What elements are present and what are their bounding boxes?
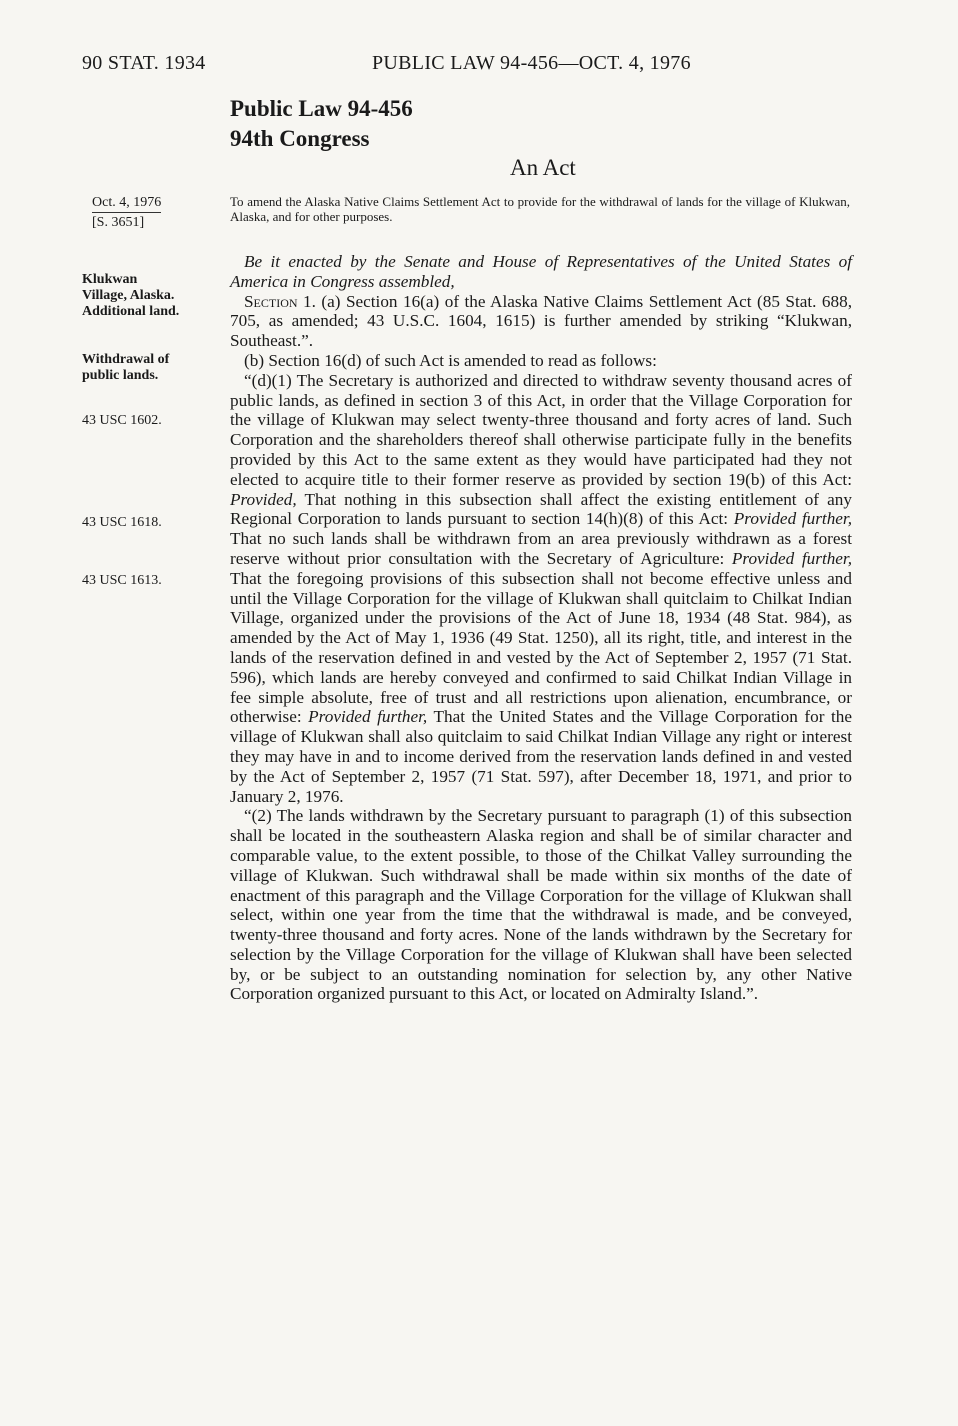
section-1b: (b) Section 16(d) of such Act is amended to read as follows: [244, 350, 657, 370]
section-label: Section 1. [244, 291, 316, 311]
paragraph-d1: “(d)(1) The Secretary is authorized and directed to withdraw seventy thousand acres of public lands, as defined in section 3 of this Act, in order that the Village Corporation for the village of Klukwan may select twenty-three thousand and forty acres of land. Such Corporation and the shareholders thereof shall otherwise participate fully in the benefits provided by this Act to the same extent as they would have participated had they not elected to acquire title to their former reserve as provided by section 19(b) of this Act: Provided, That nothing in this subsection shall affect the existing entitlement of any Regional Corporation to lands pursuant to section 14(h)(8) of this Act: Provided further, That no such lands shall be withdrawn from an area previously withdrawn as a forest reserve without prior consultation with the Secretary of Agriculture: Provided further, That the foregoing provisions of this subsection shall not become effective unless and until the Village Corporation for the village of Klukwan shall quitclaim to Chilkat Indian Village, organized under the provisions of the Act of June 18, 1934 (48 Stat. 984), as amended by the Act of May 1, 1936 (49 Stat. 1250), all its right, title, and interest in the lands of the reservation defined in and vested by the Act of September 2, 1957 (71 Stat. 596), which lands are hereby conveyed and confirmed to said Chilkat Indian Village in fee simple absolute, free of trust and all restrictions upon alienation, encumbrance, or otherwise: Provided further, That the United States and the Village Corporation for the village of Klukwan shall also quitclaim to said Chilkat Indian Village any right or interest they may have in and to income derived from the reservation lands defined in and vested by the Act of September 2, 1957 (71 Stat. 597), after December 18, 1971, and prior to January 2, 1976. [230, 370, 853, 806]
paragraph-d2: “(2) The lands withdrawn by the Secretary pursuant to paragraph (1) of this subsection shall be located in the southeastern Alaska region and shall be of similar character and comparable value, to the extent possible, to those of the Chilkat Valley surrounding the village of Klukwan. Such withdrawal shall be made within six months of the date of enactment of this paragraph and the Village Corporation for the village of Klukwan shall select, within one year from the time that the withdrawal is made, and be conveyed, twenty-three thousand and forty acres. None of the lands withdrawn by the Secretary for selection by the Village Corporation for the village of Klukwan shall have been selected by, or be subject to an outstanding nomination for selection by, any other Native Corporation organized pursuant to this Act, or located on Admiralty Island.”. [230, 806, 852, 1004]
margin-line: public lands. [82, 368, 159, 383]
act-label: An Act [510, 155, 576, 180]
margin-line: Withdrawal of [82, 352, 170, 367]
margin-usc-1613: 43 USC 1613. [82, 573, 162, 588]
running-title: PUBLIC LAW 94-456—OCT. 4, 1976 [372, 52, 691, 74]
provided-further: Provided further, [731, 548, 853, 568]
margin-note-klukwan [82, 272, 220, 320]
provided-further: Provided further, [733, 509, 852, 529]
margin-line: Klukwan [82, 272, 138, 287]
law-number: Public Law 94-456 [230, 96, 413, 121]
margin-line: Additional land. [82, 304, 180, 319]
margin-usc-1618: 43 USC 1618. [82, 515, 162, 530]
margin-date [92, 194, 230, 213]
margin-bill-number: [S. 3651] [92, 215, 145, 230]
margin-usc-1602: 43 USC 1602. [82, 413, 162, 428]
act-body [230, 252, 852, 1004]
provided-further: Provided further, [308, 707, 428, 727]
section-1a: Section 1. (a) Section 16(a) of the Alaska Native Claims Settlement Act (85 Stat. 688, 705, as amended; 43 U.S.C. 1604, 1615) is further amended by striking “Klukwan, Southeast.”. [230, 291, 852, 351]
act-purpose: To amend the Alaska Native Claims Settlement Act to provide for the withdrawal of lands for the village of Klukwan, Alaska, and for other purposes. [230, 194, 850, 224]
margin-note-withdrawal [82, 352, 220, 384]
margin-line: Village, Alaska. [82, 288, 175, 303]
congress-label: 94th Congress [230, 126, 370, 151]
enacting-clause: Be it enacted by the Senate and House of Representatives of the United States of America in Congress assembled, [230, 252, 852, 291]
stat-page-number: 90 STAT. 1934 [82, 52, 206, 74]
enactment-date: Oct. 4, 1976 [92, 194, 161, 213]
provided: Provided, [230, 489, 297, 509]
